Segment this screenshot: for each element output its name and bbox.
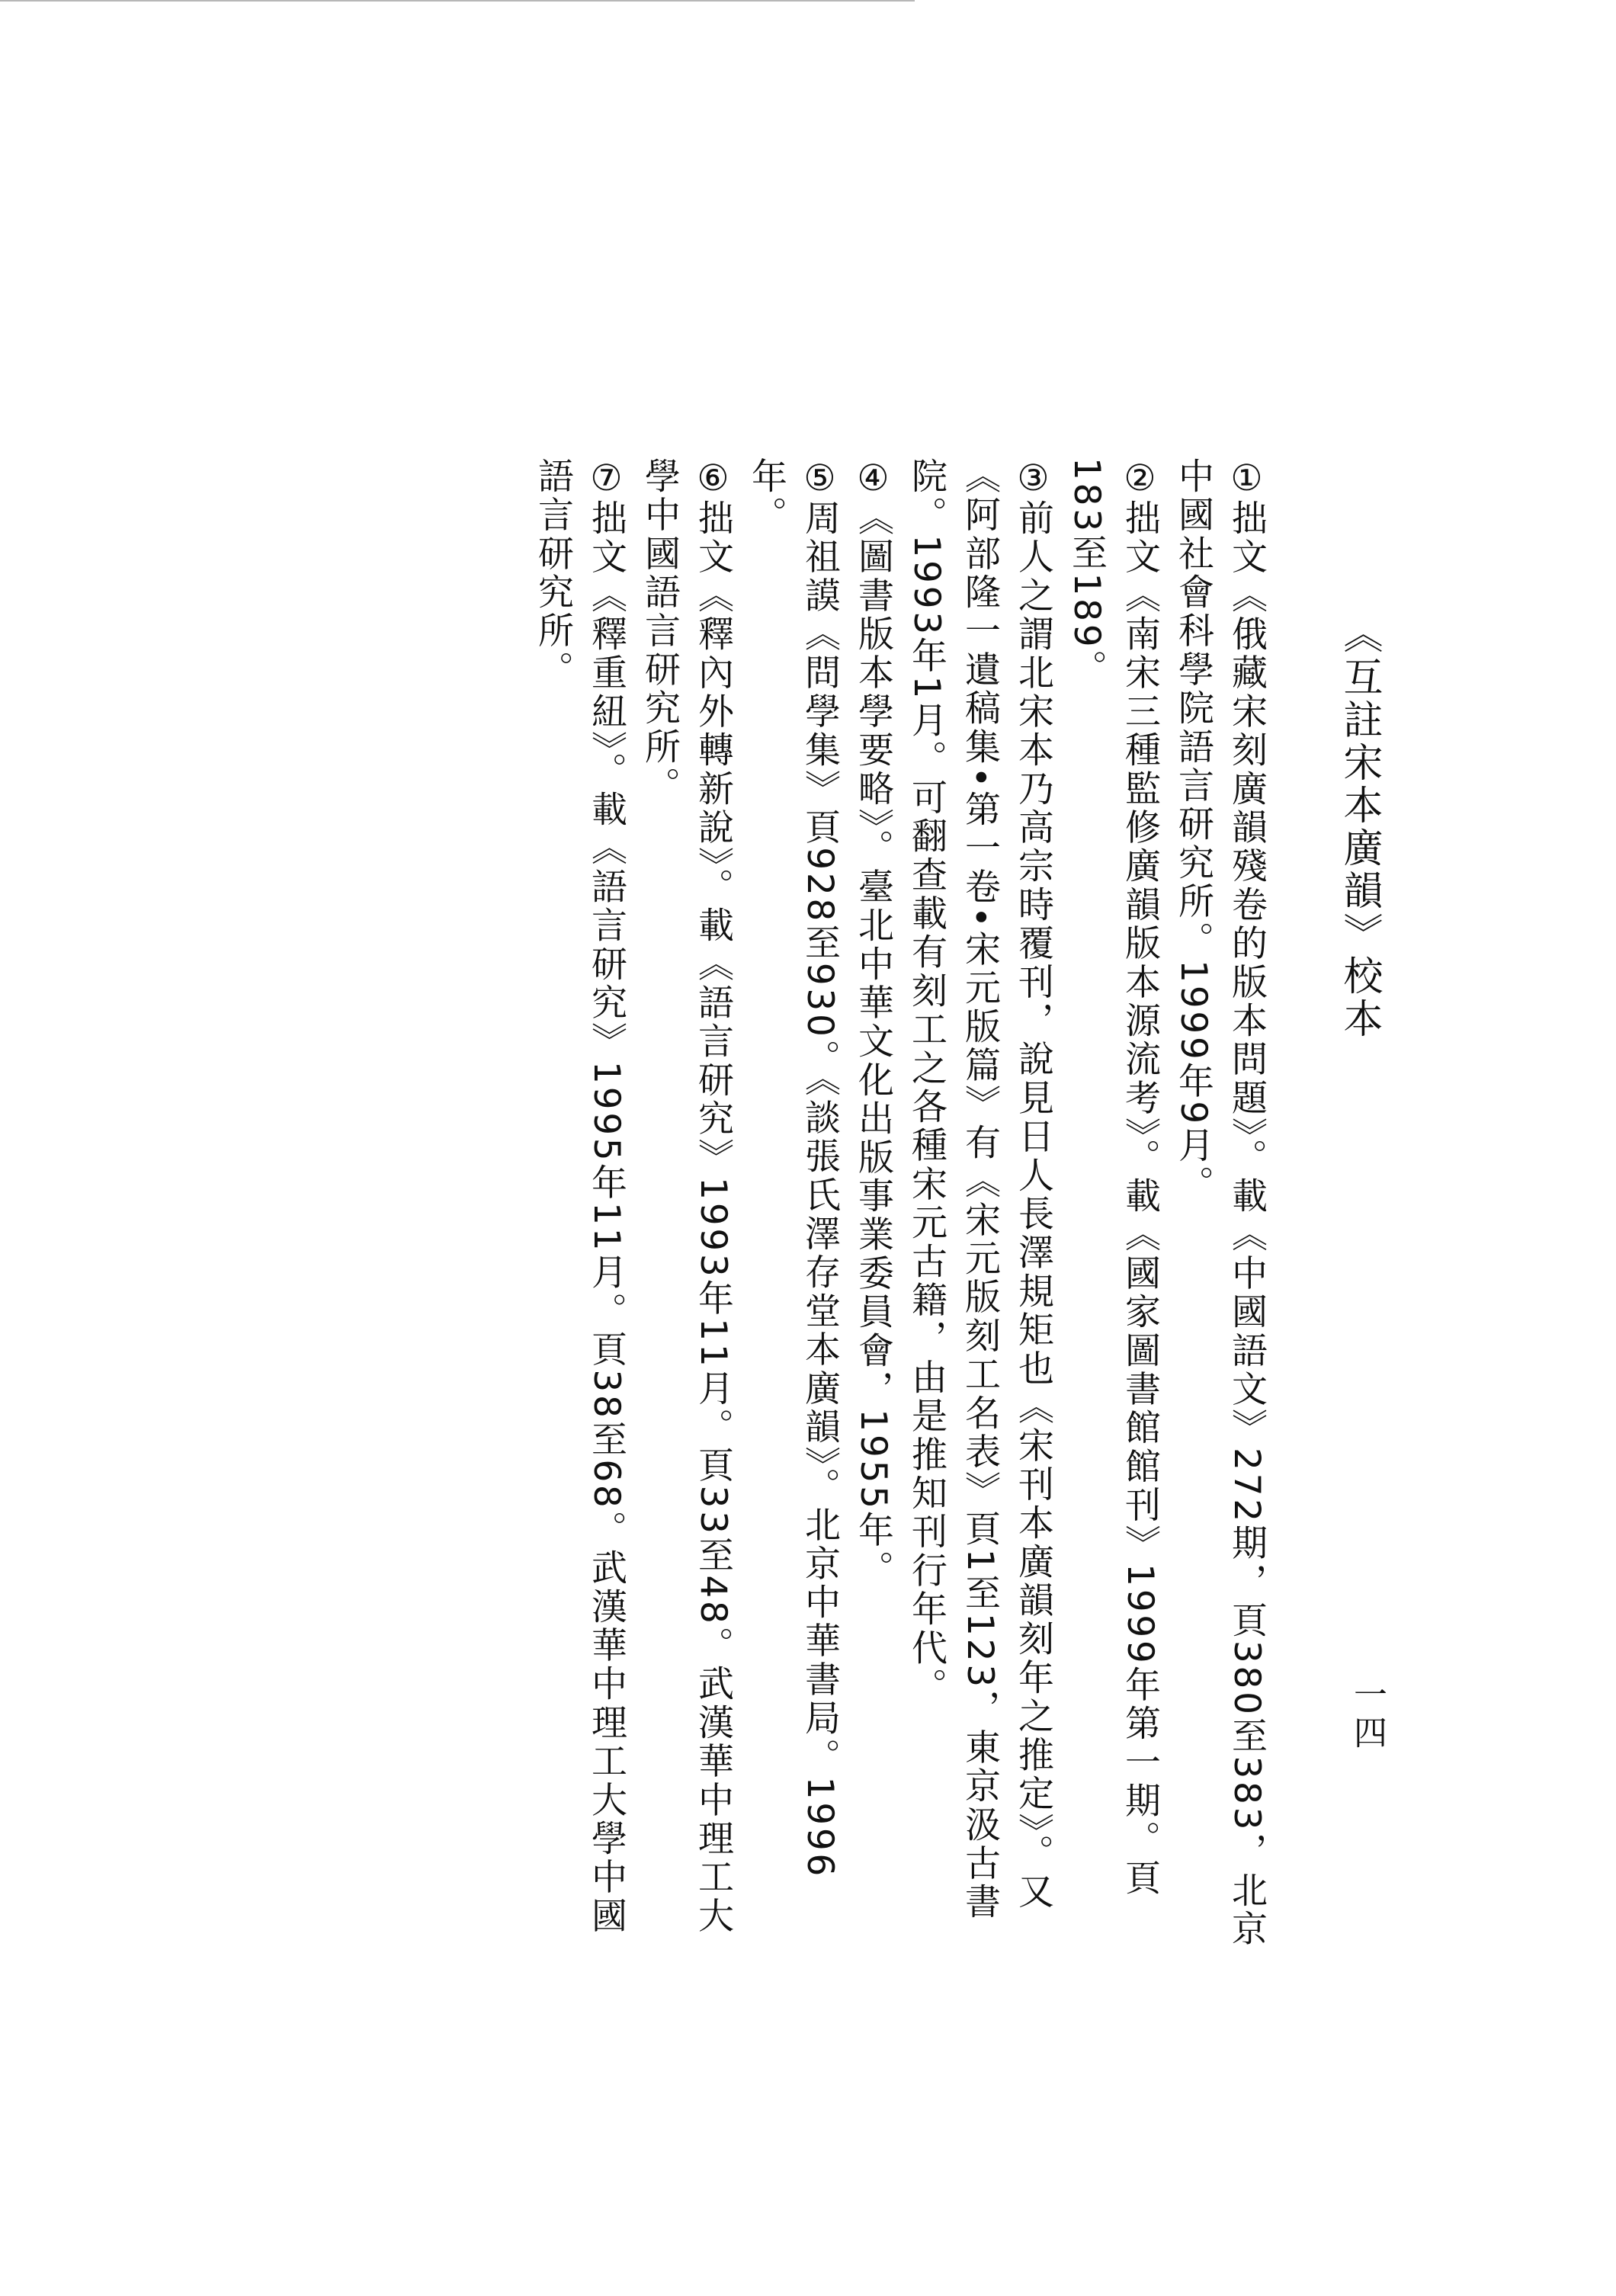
note-text: 拙文《俄藏宋刻廣韻殘卷的版本問題》。載《中國語文》272期，頁380至383，北京中國社會科學院語言研究所。1999年9月。 xyxy=(1172,457,1268,1949)
note-text: 拙文《釋重紐》。載《語言研究》1995年11月。頁38至68。武漢華中理工大學中國語言研究所。 xyxy=(532,457,627,1936)
footnote-7 xyxy=(526,457,633,1951)
footnotes-block xyxy=(532,457,1273,1951)
note-text: 拙文《南宋三種監修廣韻版本源流考》。載《國家圖書館館刊》1999年第一期。頁183至189。 xyxy=(1066,457,1161,1898)
note-marker: ⑦ xyxy=(585,457,627,499)
running-head-title: 《互註宋本廣韻》校本 xyxy=(1336,614,1382,1041)
note-text: 拙文《釋內外轉新說》。載《語言研究》1993年11月。頁33至48。武漢華中理工大學中國語言研究所。 xyxy=(639,457,734,1936)
note-marker: ⑤ xyxy=(799,457,841,499)
note-marker: ④ xyxy=(852,457,894,499)
footnote-4 xyxy=(846,457,899,1951)
page-number: 一四 xyxy=(1348,1677,1387,1753)
note-text: 前人之謂北宋本乃高宗時覆刊，說見日人長澤規矩也《宋刊本廣韻刻年之推定》。又《阿部隆一遺稿集•第一卷•宋元版篇》有《宋元版刻工名表》頁1至123，東京汲古書院。1993年1月。可翻查載有刻工之各種宋元古籍，由是推知刊行年代。 xyxy=(906,457,1054,1922)
note-marker: ② xyxy=(1119,457,1161,499)
footnote-3 xyxy=(899,457,1060,1951)
note-marker: ⑥ xyxy=(692,457,734,499)
scan-edge-mark xyxy=(0,0,915,2)
footnote-2 xyxy=(1060,457,1166,1951)
note-marker: ③ xyxy=(1012,457,1054,499)
note-text: 《圖書版本學要略》。臺北中華文化出版事業委員會，1955年。 xyxy=(852,499,894,1589)
footnote-6 xyxy=(633,457,739,1951)
footnote-5 xyxy=(739,457,846,1951)
note-text: 周祖謨《問學集》頁928至930。《談張氏澤存堂本廣韻》。北京中華書局。1996年。 xyxy=(745,457,841,1880)
footnote-1 xyxy=(1166,457,1273,1951)
note-marker: ① xyxy=(1226,457,1268,499)
